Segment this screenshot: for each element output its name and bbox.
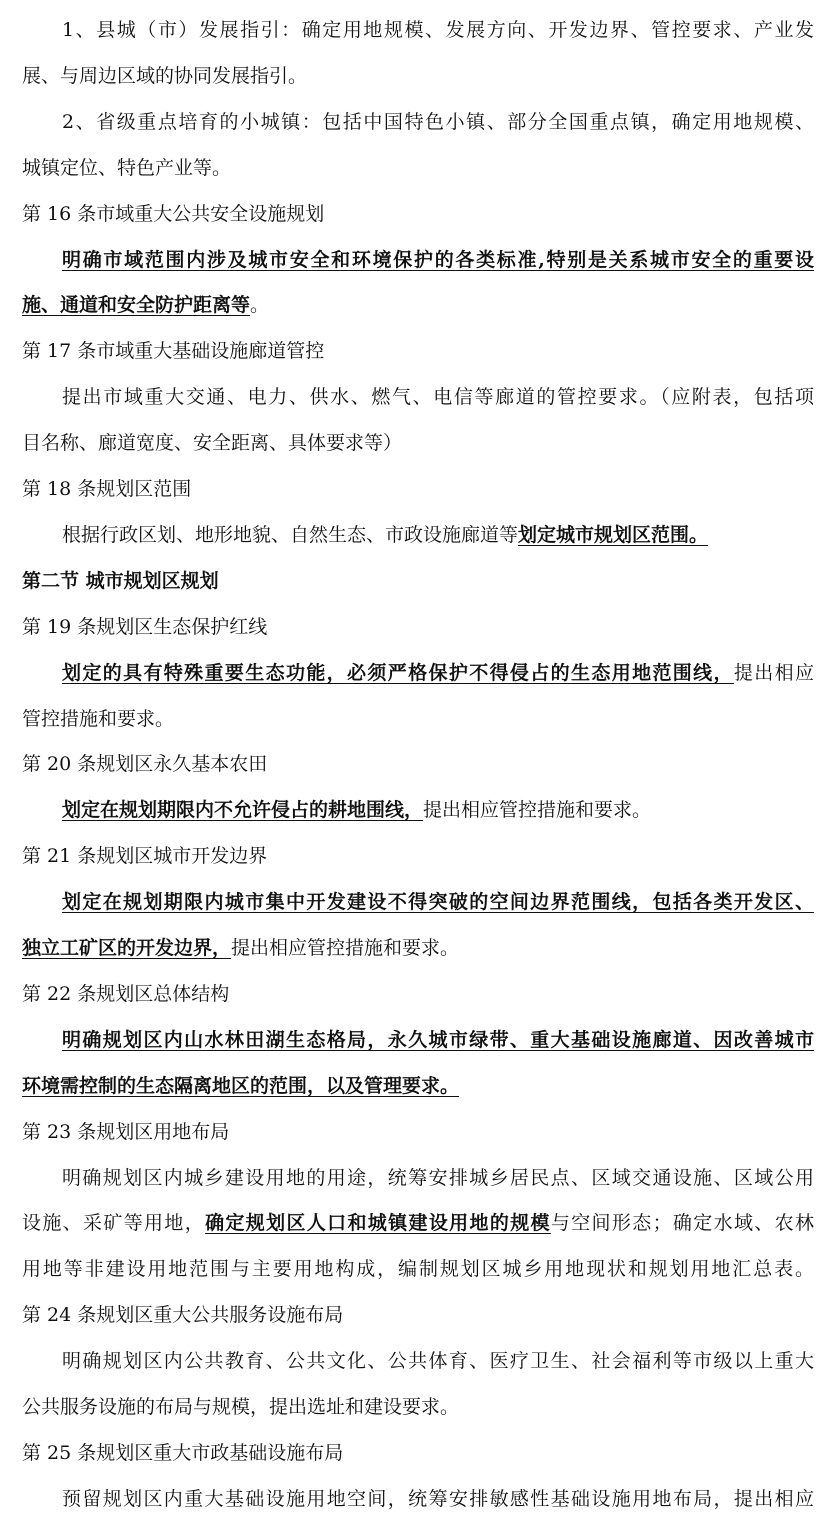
text-segment: 第 16 条市域重大公共安全设施规划 (22, 202, 325, 225)
text-segment: 明确规划区内公共教育、公共文化、公共体育、医疗卫生、社会福利等市级以上重大 (62, 1350, 814, 1373)
text-line (22, 1063, 814, 1109)
section-heading (22, 604, 814, 650)
text-segment: 与空间形态；确定水域、农林 (550, 1212, 814, 1235)
text-segment: 设施、采矿等用地， (22, 1212, 206, 1235)
text-segment: 第 23 条规划区用地布局 (22, 1120, 230, 1143)
text-line (22, 650, 814, 696)
text-segment: 第 19 条规划区生态保护红线 (22, 615, 268, 638)
text-line (22, 512, 814, 558)
text-segment: 城镇定位、特色产业等。 (22, 156, 232, 179)
text-segment: 公共服务设施的布局与规模，提出选址和建设要求。 (22, 1396, 460, 1418)
text-segment: 提出相应 (733, 661, 814, 684)
text-line (22, 1384, 814, 1430)
text-segment: 提出市域重大交通、电力、供水、燃气、电信等廊道的管控要求。（应附表，包括项 (62, 386, 814, 409)
section-heading (22, 191, 814, 237)
section-heading (22, 741, 814, 787)
text-line (22, 282, 814, 328)
text-line (22, 1246, 814, 1292)
emphasized-text: 划定在规划期限内城市集中开发建设不得突破的空间边界范围线，包括各类开发区、 (62, 891, 814, 914)
emphasized-text: 确定规划区人口和城镇建设用地的规模 (205, 1212, 551, 1235)
text-line (22, 53, 814, 99)
text-segment: 管控措施和要求。 (22, 707, 175, 730)
section-heading (22, 328, 814, 374)
emphasized-text: 独立工矿区的开发边界， (22, 937, 232, 959)
text-segment: 用地等非建设用地范围与主要用地构成，编制规划区城乡用地现状和规划用地汇总表。 (22, 1258, 814, 1281)
text-line (22, 1017, 814, 1063)
text-line (22, 1200, 814, 1246)
section-heading (22, 1430, 814, 1476)
text-line (22, 145, 814, 191)
text-segment: 2、省级重点培育的小城镇：包括中国特色小镇、部分全国重点镇，确定用地规模、 (62, 110, 814, 133)
emphasized-text: 明确规划区内山水林田湖生态格局，永久城市绿带、重大基础设施廊道、因改善城市 (62, 1028, 814, 1051)
text-segment: 提出相应管控措施和要求。 (423, 799, 652, 822)
text-segment: 提出相应管控措施和要求。 (231, 937, 460, 959)
emphasized-text: 划定城市规划区范围。 (518, 523, 709, 546)
text-line (22, 1155, 814, 1201)
text-segment: 明确规划区内城乡建设用地的用途，统筹安排城乡居民点、区域交通设施、区域公用 (62, 1166, 814, 1189)
text-segment: 根据行政区划、地形地貌、自然生态、市政设施廊道等 (62, 523, 519, 546)
text-segment: 第 18 条规划区范围 (22, 478, 192, 500)
text-line (22, 99, 814, 145)
text-segment: 第 17 条市域重大基础设施廊道管控 (22, 340, 325, 363)
section-heading (22, 833, 814, 879)
text-segment: 。 (250, 294, 270, 317)
emphasized-text: 划定的具有特殊重要生态功能，必须严格保护不得侵占的生态用地范围线， (62, 661, 734, 684)
text-line (22, 879, 814, 925)
section-heading (22, 466, 814, 512)
section-heading (22, 1109, 814, 1155)
text-segment: 第 21 条规划区城市开发边界 (22, 845, 268, 868)
emphasized-text: 划定在规划期限内不允许侵占的耕地围线， (62, 799, 424, 822)
section-heading (22, 558, 814, 604)
emphasized-text: 环境需控制的生态隔离地区的范围，以及管理要求。 (22, 1074, 460, 1097)
emphasized-text: 明确市域范围内涉及城市安全和环境保护的各类标准,特别是关系城市安全的重要设 (62, 248, 814, 271)
text-line (22, 787, 814, 833)
emphasized-text: 施、通道和安全防护距离等 (22, 294, 251, 317)
text-segment: 第 25 条规划区重大市政基础设施布局 (22, 1441, 344, 1464)
text-line (22, 420, 814, 466)
section-heading (22, 1292, 814, 1338)
text-line (22, 1338, 814, 1384)
text-line (22, 925, 814, 971)
text-line (22, 374, 814, 420)
text-line (22, 696, 814, 742)
text-segment: 1、县城（市）发展指引：确定用地规模、发展方向、开发边界、管控要求、产业发 (62, 19, 814, 41)
bold-heading-text: 第二节 城市规划区规划 (22, 569, 219, 592)
text-line (22, 1476, 814, 1522)
text-segment: 展、与周边区域的协同发展指引。 (22, 64, 308, 87)
text-segment: 目名称、廊道宽度、安全距离、具体要求等） (22, 432, 403, 455)
text-line (22, 7, 814, 53)
text-segment: 第 24 条规划区重大公共服务设施布局 (22, 1304, 344, 1327)
section-heading (22, 971, 814, 1017)
text-segment: 预留规划区内重大基础设施用地空间，统筹安排敏感性基础设施用地布局，提出相应 (62, 1487, 814, 1510)
text-segment: 第 20 条规划区永久基本农田 (22, 753, 268, 776)
text-line (22, 237, 814, 283)
text-segment: 第 22 条规划区总体结构 (22, 982, 230, 1005)
